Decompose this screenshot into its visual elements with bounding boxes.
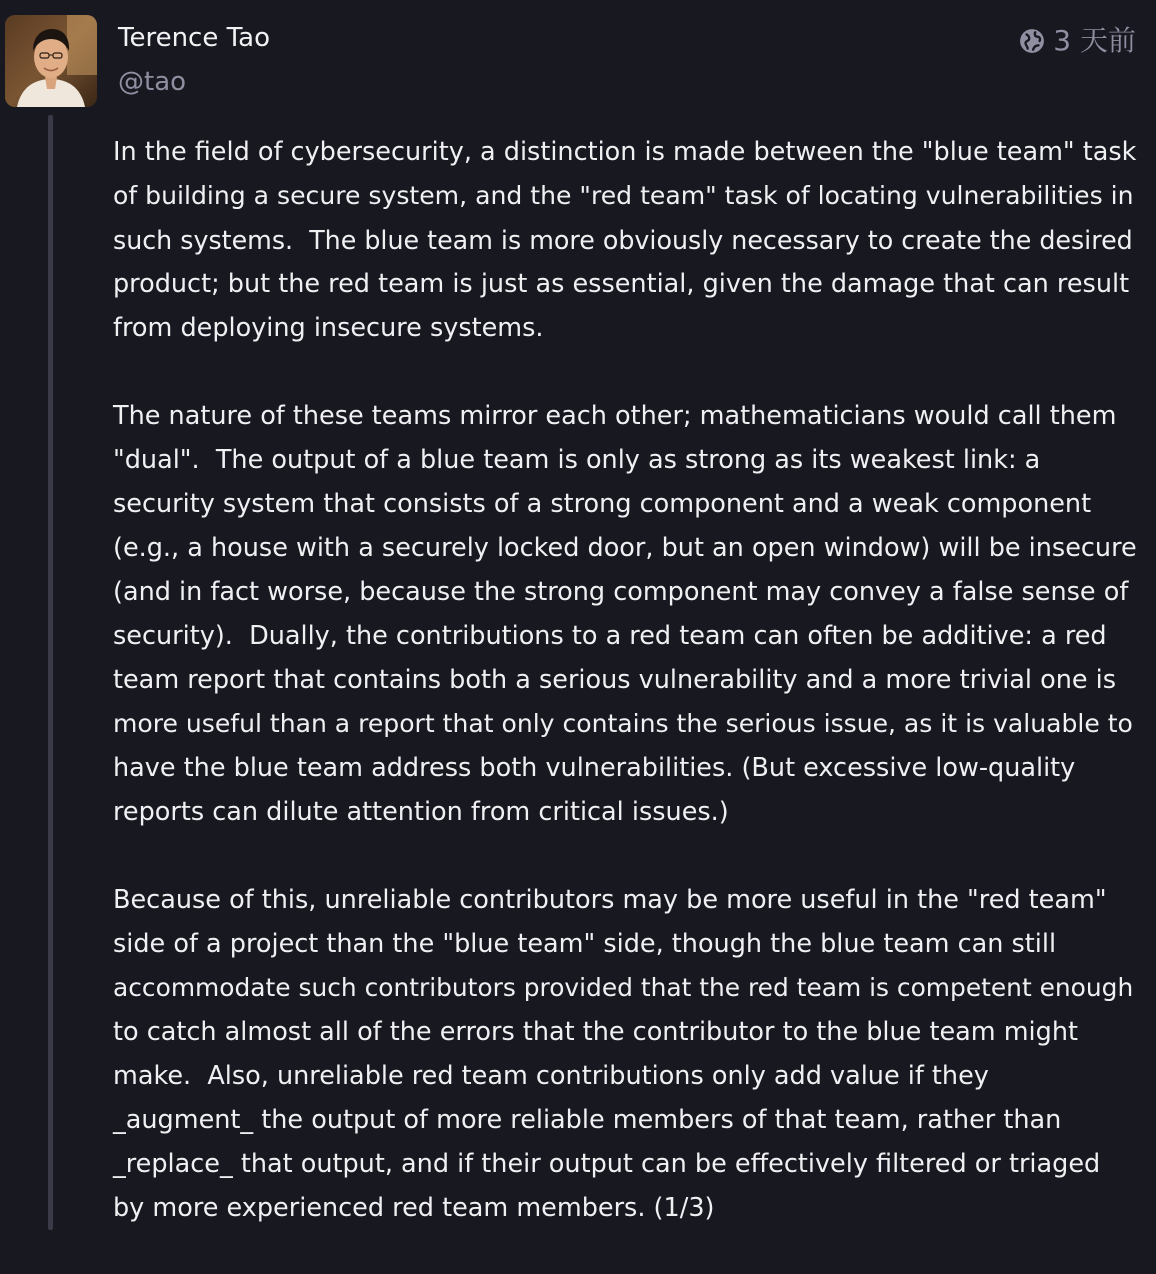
text-line: side of a project than the "blue team" side, though the blue team can still: [113, 929, 1057, 959]
text-line: security). Dually, the contributions to a red team can often be additive: a red: [113, 621, 1107, 651]
text-line: by more experienced red team members. (1/3): [113, 1193, 715, 1223]
author-handle[interactable]: @tao: [118, 67, 187, 97]
text-line: (e.g., a house with a securely locked door, but an open window) will be insecure: [113, 533, 1137, 563]
post-meta: [1019, 24, 1136, 58]
text-line: _augment_ the output of more reliable members of that team, rather than: [113, 1105, 1062, 1135]
author-name[interactable]: Terence Tao: [118, 23, 271, 53]
text-line: product; but the red team is just as essential, given the damage that can result: [113, 269, 1130, 299]
text-line: security system that consists of a strong component and a weak component: [113, 489, 1092, 519]
text-line: of building a secure system, and the "red team" task of locating vulnerabilities in: [113, 181, 1134, 210]
text-line: (and in fact worse, because the strong component may convey a false sense of: [113, 577, 1129, 607]
post-content: [113, 130, 1139, 1274]
paragraph: [113, 878, 1139, 1230]
text-line: make. Also, unreliable red team contributions only add value if they: [113, 1061, 989, 1091]
text-line: more useful than a report that only contains the serious issue, as it is valuable to: [113, 709, 1133, 738]
text-line: such systems. The blue team is more obviously necessary to create the desired: [113, 225, 1133, 255]
text-line: from deploying insecure systems.: [113, 313, 544, 343]
paragraph: [113, 130, 1139, 350]
text-line: accommodate such contributors provided that the red team is competent enough: [113, 973, 1134, 1002]
avatar[interactable]: [5, 15, 97, 107]
avatar-portrait: [5, 15, 97, 107]
text-line: Because of this, unreliable contributors may be more useful in the "red team": [113, 885, 1107, 915]
text-line: team report that contains both a serious vulnerability and a more trivial one is: [113, 665, 1117, 695]
text-line: In the field of cybersecurity, a distinction is made between the "blue team" task: [113, 137, 1137, 167]
text-line: "dual". The output of a blue team is only as strong as its weakest link: a: [113, 445, 1041, 475]
text-line: reports can dilute attention from critical issues.): [113, 797, 729, 827]
text-line: to catch almost all of the errors that the contributor to the blue team might: [113, 1017, 1078, 1047]
post-timestamp[interactable]: 3 天前: [1053, 24, 1136, 57]
paragraph: [113, 394, 1139, 834]
thread-line: [48, 115, 53, 1230]
globe-icon: [1019, 28, 1045, 54]
text-line: _replace_ that output, and if their output can be effectively filtered or triaged: [113, 1149, 1101, 1179]
text-line: The nature of these teams mirror each other; mathematicians would call them: [113, 401, 1117, 431]
text-line: have the blue team address both vulnerabilities. (But excessive low-quality: [113, 753, 1076, 783]
